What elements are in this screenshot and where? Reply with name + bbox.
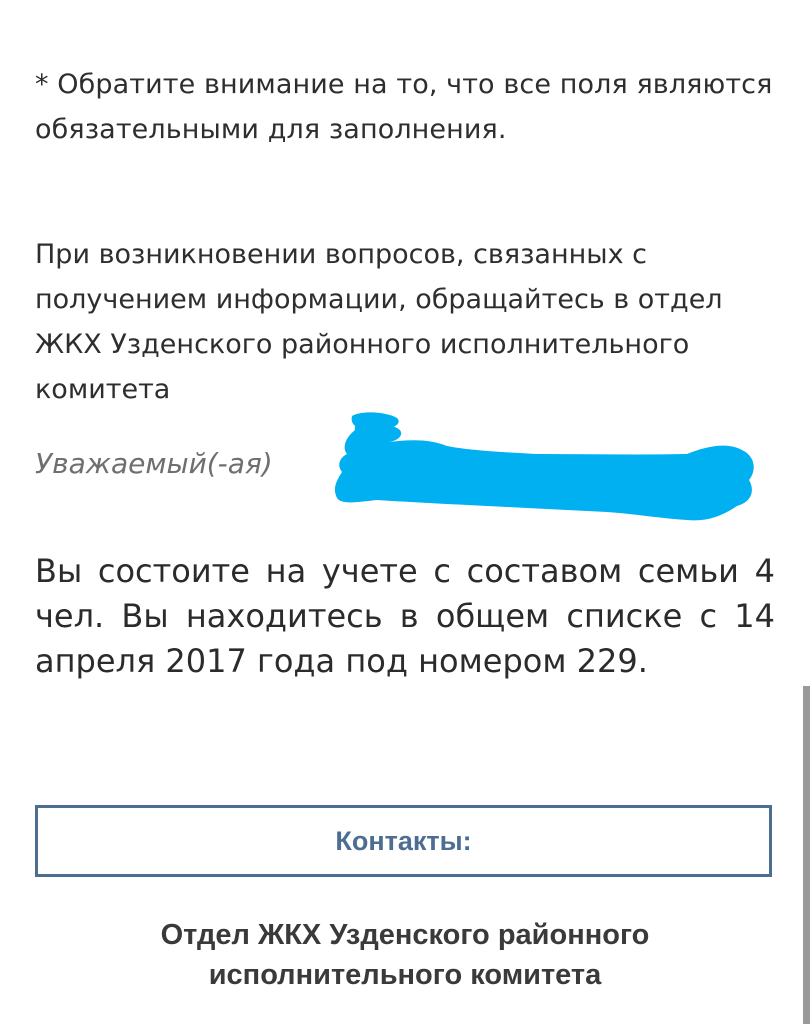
redaction-scribble bbox=[297, 410, 757, 528]
questions-info: При возникновении вопросов, связанных с получением информации, обращайтесь в отдел ЖКХ Узденского районного исполнительного комитета bbox=[35, 239, 723, 405]
required-fields-note: * Обратите внимание на то, что все поля являются обязательными для заполнения. bbox=[35, 69, 773, 145]
greeting-line bbox=[35, 447, 273, 480]
page-content bbox=[35, 62, 775, 680]
scrollbar[interactable] bbox=[803, 686, 810, 1024]
greeting-text: Уважаемый(-ая) bbox=[35, 447, 273, 480]
department-name: Отдел ЖКХ Узденского районного исполнительного комитета bbox=[160, 919, 650, 991]
contacts-header bbox=[35, 805, 772, 877]
redaction-stroke bbox=[335, 421, 754, 520]
contacts-label: Контакты: bbox=[335, 825, 472, 856]
queue-status: Вы состоите на учете с составом семьи 4 чел. Вы находитесь в общем списке с 14 апреля 2017 года под номером 229. bbox=[35, 552, 775, 680]
